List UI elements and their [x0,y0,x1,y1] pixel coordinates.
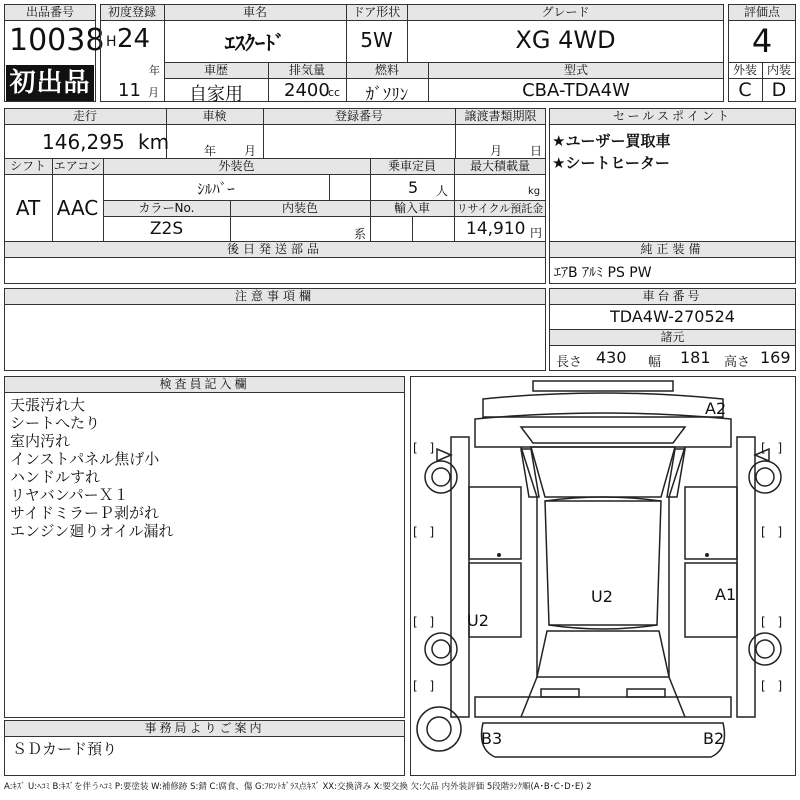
capacity-unit: 人 [436,184,449,198]
damage-mark-b3: B3 [481,729,503,748]
bracket-left-2: [ ] [413,525,439,539]
bracket-right-1: [ ] [761,441,787,455]
exterior-color: ｼﾙﾊﾞｰ [197,180,235,198]
chassis-label: 車台番号 [642,289,703,303]
door-type: 5W [360,28,393,52]
displacement-label: 排気量 [288,63,325,77]
bracket-right-2: [ ] [761,525,787,539]
inspection-year-unit: 年 [204,144,217,158]
inspector-line-8: エンジン廻りオイル漏れ [10,522,174,540]
bracket-right-4: [ ] [761,679,787,693]
height-label: 高さ [724,355,751,370]
load-label: 最大積載量 [469,159,530,173]
grade: XG 4WD [515,26,616,54]
shift-label: シフト [9,159,46,173]
score-label: 評価点 [743,5,780,19]
door-label: ドア形状 [352,5,401,19]
history: 自家用 [189,84,243,105]
inspector-line-4: インストパネル焦げ小 [10,450,160,468]
inspector-line-7: サイドミラーＰ剥がれ [10,504,159,522]
car-name-label: 車名 [242,5,267,19]
lot-number: 10038 [9,23,105,58]
interior-color-label: 内装色 [281,201,318,215]
car-outline-svg [411,377,795,775]
length-label: 長さ [556,355,583,370]
equipment-label: 純正装備 [640,242,705,256]
width: 181 [680,348,711,367]
first-reg-year: 24 [117,24,151,54]
transfer-month-unit: 月 [490,144,503,158]
fuel: ｶﾞｿﾘﾝ [365,85,409,105]
reg-no-label: 登録番号 [334,109,383,123]
color-no-label: カラーNo. [138,201,195,215]
capacity: 5 [408,178,419,197]
width-label: 幅 [648,355,662,370]
sales-point-1: ★ユーザー買取車 [552,132,671,150]
exterior-grade: C [738,79,752,101]
interior-color-suffix: 系 [354,227,367,241]
inspector-line-6: リヤバンパーＸ１ [10,486,129,504]
mileage: 146,295 [42,130,125,154]
exterior-label: 外装 [732,63,757,77]
inspector-line-5: ハンドルすれ [10,468,101,486]
shift: AT [15,196,41,220]
bracket-left-4: [ ] [413,679,439,693]
damage-mark-b2: B2 [703,729,725,748]
chassis-number: TDA4W-270524 [610,307,735,326]
mileage-unit: km [138,130,170,154]
displacement-unit: cc [328,86,341,99]
notes-label: 注意事項欄 [234,289,315,303]
first-reg-month: 11 [118,80,141,101]
office-label: 事務局よりご案内 [144,721,265,735]
import-label: 輸入車 [393,201,430,215]
length: 430 [596,348,627,367]
displacement: 2400 [284,80,330,101]
sales-point-2: ★シートヒーター [552,154,670,172]
recycle-amount: 14,910 [466,219,526,239]
office-text: ＳＤカード預り [12,740,118,758]
month-unit: 月 [148,86,159,99]
color-no: Z2S [149,219,184,239]
model-label: 型式 [563,63,588,77]
car-name: ｴｽｸｰﾄﾞ [225,31,285,55]
specs-label: 諸元 [660,330,685,344]
transfer-label: 譲渡書類期限 [464,109,537,123]
ac-label: エアコン [53,159,102,173]
lot-number-cell [4,4,105,102]
era: H [106,34,117,50]
height: 169 [760,348,791,367]
equipment: ｴｱB ｱﾙﾐ PS PW [554,265,652,281]
damage-mark-u2-left: U2 [467,611,489,630]
recycle-unit: 円 [530,226,543,240]
capacity-label: 乗車定員 [387,159,436,173]
ac: AAC [56,196,99,220]
sales-points-cell [549,108,796,242]
interior-label: 内装 [766,63,791,77]
model: CBA-TDA4W [522,80,630,101]
damage-mark-a1: A1 [715,585,737,604]
transfer-day-unit: 日 [530,144,543,158]
sales-points-label: セールスポイント [613,109,732,123]
interior-grade: D [771,79,787,101]
first-reg-label: 初度登録 [107,5,156,19]
bracket-left-3: [ ] [413,615,439,629]
bracket-left-1: [ ] [413,441,439,455]
inspector-label: 検査員記入欄 [159,377,250,391]
fuel-label: 燃料 [374,63,399,77]
recycle-label: リサイクル預託金 [456,202,544,215]
exterior-color-label: 外装色 [218,159,255,173]
damage-mark-a2: A2 [705,399,727,418]
history-label: 車歴 [203,63,228,77]
legend: A:ｷｽﾞ U:ﾍｺﾐ B:ｷｽﾞを伴うﾍｺﾐ P:要塗装 W:補修跡 S:錆 C:腐食、傷 G:ﾌﾛﾝﾄｶﾞﾗｽ点ｷｽﾞ XX:交換済み X:要交換 欠:欠品 内外装評価 5段階ﾗﾝｸ順(A･B･C･D･E) 2 [4,782,592,792]
inspection-month-unit: 月 [244,144,257,158]
inspection-label: 車検 [202,109,227,123]
mileage-label: 走行 [72,109,97,123]
damage-mark-u2-roof: U2 [591,587,613,606]
inspector-line-1: 天張汚れ大 [10,396,86,414]
grade-label: グレード [541,5,590,19]
inspector-line-3: 室内汚れ [10,432,71,450]
lot-number-label: 出品番号 [5,5,95,21]
year-unit: 年 [149,64,160,77]
inspector-line-2: シートへたり [10,414,101,432]
load-unit: kg [528,186,541,197]
score: 4 [751,22,773,60]
parts-label: 後日発送部品 [226,242,323,256]
first-listing-text: 初出品 [9,68,91,98]
bracket-right-3: [ ] [761,615,787,629]
car-diagram [410,376,796,776]
